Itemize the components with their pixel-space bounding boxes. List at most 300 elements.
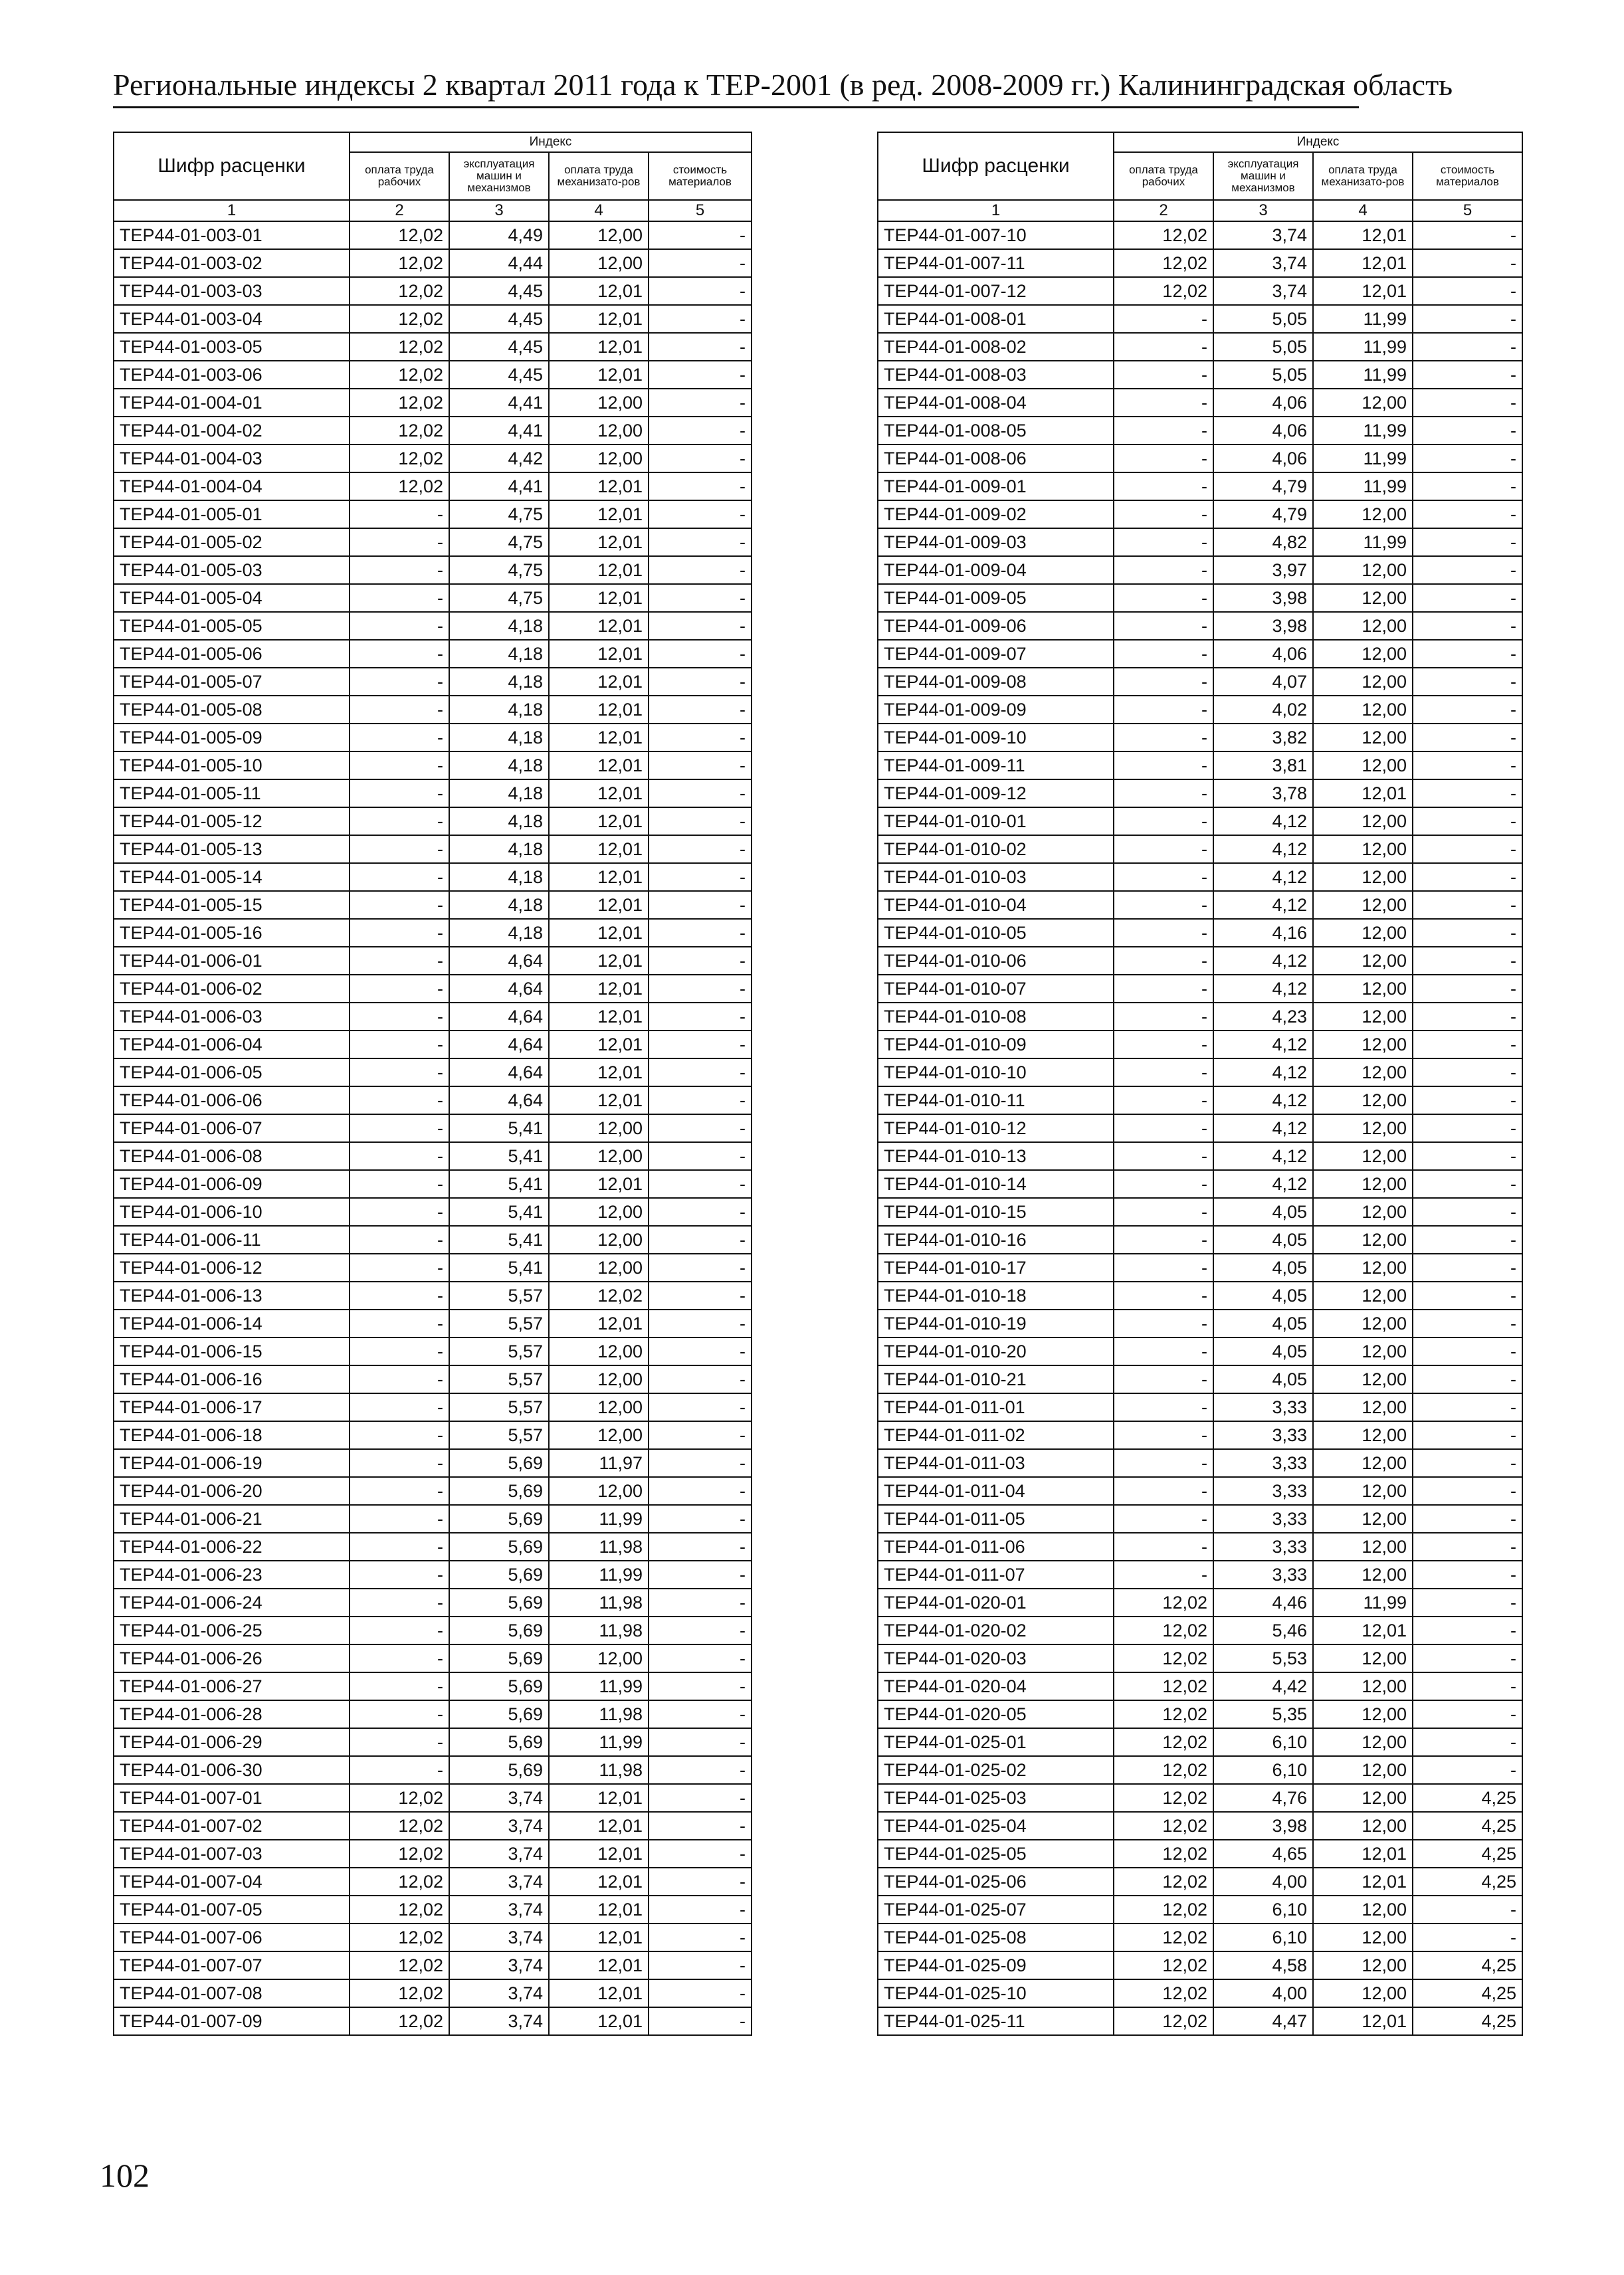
table-row xyxy=(878,1951,1522,1979)
labor-index-cell: - xyxy=(1114,975,1213,1003)
material-index-cell: - xyxy=(1413,891,1522,919)
material-index-cell: - xyxy=(1413,445,1522,472)
material-index-cell: - xyxy=(649,1226,752,1254)
rate-code-cell: ТЕР44-01-010-04 xyxy=(878,891,1114,919)
labor-index-cell: - xyxy=(1114,863,1213,891)
machine-index-cell: 4,05 xyxy=(1213,1198,1313,1226)
labor-index-cell: - xyxy=(1114,612,1213,640)
table-row xyxy=(878,1896,1522,1924)
labor-index-cell: 12,02 xyxy=(350,472,449,500)
operator-index-cell: 12,01 xyxy=(549,305,649,333)
material-index-cell: - xyxy=(1413,1533,1522,1561)
table-row xyxy=(114,1365,752,1393)
labor-index-cell: - xyxy=(1114,389,1213,417)
rate-code-cell: ТЕР44-01-007-06 xyxy=(114,1924,350,1951)
material-index-cell: - xyxy=(649,724,752,751)
index-group-header: Индекс xyxy=(1114,132,1522,152)
machine-index-cell: 4,12 xyxy=(1213,1031,1313,1058)
material-index-cell: - xyxy=(1413,249,1522,277)
labor-index-cell: - xyxy=(350,584,449,612)
operator-index-cell: 12,00 xyxy=(1313,1728,1413,1756)
table-row xyxy=(878,947,1522,975)
machine-index-cell: 3,33 xyxy=(1213,1449,1313,1477)
operator-index-cell: 12,01 xyxy=(549,1896,649,1924)
machine-index-cell: 5,41 xyxy=(449,1198,549,1226)
labor-index-cell: 12,02 xyxy=(350,249,449,277)
rate-code-cell: ТЕР44-01-004-02 xyxy=(114,417,350,445)
operator-index-cell: 12,01 xyxy=(1313,779,1413,807)
rate-code-cell: ТЕР44-01-006-25 xyxy=(114,1617,350,1644)
machine-index-cell: 4,82 xyxy=(1213,528,1313,556)
labor-index-cell: 12,02 xyxy=(350,1979,449,2007)
material-index-cell: - xyxy=(1413,1337,1522,1365)
table-row xyxy=(114,1840,752,1868)
table-row xyxy=(114,1477,752,1505)
operator-index-cell: 11,99 xyxy=(1313,305,1413,333)
machine-index-cell: 4,64 xyxy=(449,1031,549,1058)
table-row xyxy=(114,1644,752,1672)
table-row xyxy=(114,1449,752,1477)
title-underline xyxy=(113,106,1359,108)
machine-index-cell: 5,69 xyxy=(449,1617,549,1644)
table-row xyxy=(878,1924,1522,1951)
operator-index-cell: 12,01 xyxy=(549,1951,649,1979)
labor-index-cell: 12,02 xyxy=(350,221,449,249)
machine-index-cell: 4,05 xyxy=(1213,1226,1313,1254)
labor-index-cell: - xyxy=(350,1337,449,1365)
rate-code-cell: ТЕР44-01-025-01 xyxy=(878,1728,1114,1756)
material-index-cell: 4,25 xyxy=(1413,1784,1522,1812)
machine-index-cell: 3,74 xyxy=(449,1868,549,1896)
rate-code-cell: ТЕР44-01-020-04 xyxy=(878,1672,1114,1700)
rate-code-cell: ТЕР44-01-010-19 xyxy=(878,1310,1114,1337)
labor-index-cell: - xyxy=(1114,1393,1213,1421)
material-index-cell: - xyxy=(1413,668,1522,696)
table-row xyxy=(114,1226,752,1254)
operator-index-cell: 12,00 xyxy=(1313,1003,1413,1031)
material-index-cell: - xyxy=(649,1700,752,1728)
table-row xyxy=(114,445,752,472)
labor-index-cell: - xyxy=(1114,1561,1213,1589)
table-body-left xyxy=(114,221,752,2035)
operator-index-cell: 12,00 xyxy=(1313,612,1413,640)
operator-index-cell: 12,01 xyxy=(1313,221,1413,249)
rate-code-cell: ТЕР44-01-003-01 xyxy=(114,221,350,249)
machine-index-cell: 6,10 xyxy=(1213,1896,1313,1924)
rate-code-cell: ТЕР44-01-025-11 xyxy=(878,2007,1114,2035)
table-row xyxy=(878,221,1522,249)
table-row xyxy=(114,1924,752,1951)
labor-index-cell: - xyxy=(350,1617,449,1644)
table-row xyxy=(878,1393,1522,1421)
machine-index-cell: 3,74 xyxy=(449,2007,549,2035)
machine-index-cell: 4,76 xyxy=(1213,1784,1313,1812)
rate-code-cell: ТЕР44-01-006-29 xyxy=(114,1728,350,1756)
table-row xyxy=(878,919,1522,947)
rate-code-cell: ТЕР44-01-020-02 xyxy=(878,1617,1114,1644)
table-row xyxy=(114,2007,752,2035)
rate-code-cell: ТЕР44-01-005-09 xyxy=(114,724,350,751)
machine-index-cell: 5,69 xyxy=(449,1449,549,1477)
rate-code-cell: ТЕР44-01-025-04 xyxy=(878,1812,1114,1840)
table-row xyxy=(114,1672,752,1700)
machine-index-cell: 4,06 xyxy=(1213,640,1313,668)
operator-index-cell: 12,01 xyxy=(549,277,649,305)
machine-index-cell: 6,10 xyxy=(1213,1924,1313,1951)
labor-index-cell: - xyxy=(1114,1226,1213,1254)
material-index-cell: - xyxy=(649,751,752,779)
rate-code-cell: ТЕР44-01-006-18 xyxy=(114,1421,350,1449)
table-row xyxy=(114,1031,752,1058)
material-index-cell: - xyxy=(649,612,752,640)
operator-index-cell: 11,98 xyxy=(549,1589,649,1617)
labor-index-cell: - xyxy=(1114,1142,1213,1170)
rate-code-cell: ТЕР44-01-005-12 xyxy=(114,807,350,835)
table-row xyxy=(878,612,1522,640)
machine-index-cell: 4,12 xyxy=(1213,1170,1313,1198)
table-row xyxy=(114,919,752,947)
operator-index-cell: 12,00 xyxy=(1313,807,1413,835)
machine-index-cell: 5,69 xyxy=(449,1672,549,1700)
operator-index-cell: 12,01 xyxy=(549,1170,649,1198)
machine-index-cell: 3,78 xyxy=(1213,779,1313,807)
labor-index-cell: - xyxy=(350,1031,449,1058)
table-row xyxy=(114,361,752,389)
table-row xyxy=(878,696,1522,724)
material-index-cell: - xyxy=(1413,277,1522,305)
rate-code-cell: ТЕР44-01-011-02 xyxy=(878,1421,1114,1449)
labor-index-cell: 12,02 xyxy=(1114,1896,1213,1924)
operator-index-cell: 12,01 xyxy=(549,472,649,500)
machine-index-cell: 5,69 xyxy=(449,1561,549,1589)
operator-index-cell: 12,01 xyxy=(549,584,649,612)
operator-index-cell: 11,97 xyxy=(549,1449,649,1477)
operator-index-cell: 12,01 xyxy=(549,1003,649,1031)
table-row xyxy=(114,472,752,500)
rate-code-cell: ТЕР44-01-007-02 xyxy=(114,1812,350,1840)
material-index-cell: - xyxy=(1413,1924,1522,1951)
operator-index-cell: 12,01 xyxy=(549,556,649,584)
rate-code-cell: ТЕР44-01-010-03 xyxy=(878,863,1114,891)
labor-index-cell: - xyxy=(1114,807,1213,835)
material-index-cell: - xyxy=(649,556,752,584)
material-index-cell: - xyxy=(1413,1672,1522,1700)
rate-code-cell: ТЕР44-01-005-03 xyxy=(114,556,350,584)
operator-index-cell: 11,99 xyxy=(549,1672,649,1700)
table-row xyxy=(878,305,1522,333)
column-header-operators: оплата труда механизато-ров xyxy=(1313,152,1413,200)
material-index-cell: - xyxy=(1413,696,1522,724)
rate-code-cell: ТЕР44-01-011-07 xyxy=(878,1561,1114,1589)
material-index-cell: - xyxy=(649,221,752,249)
operator-index-cell: 12,00 xyxy=(549,1254,649,1282)
operator-index-cell: 11,99 xyxy=(1313,333,1413,361)
table-row xyxy=(878,1254,1522,1282)
machine-index-cell: 4,12 xyxy=(1213,1086,1313,1114)
operator-index-cell: 12,00 xyxy=(1313,1784,1413,1812)
machine-index-cell: 4,06 xyxy=(1213,445,1313,472)
material-index-cell: - xyxy=(1413,1505,1522,1533)
labor-index-cell: - xyxy=(350,807,449,835)
operator-index-cell: 12,00 xyxy=(1313,751,1413,779)
rate-code-cell: ТЕР44-01-008-05 xyxy=(878,417,1114,445)
material-index-cell: - xyxy=(1413,640,1522,668)
rate-code-cell: ТЕР44-01-025-07 xyxy=(878,1896,1114,1924)
operator-index-cell: 12,01 xyxy=(1313,2007,1413,2035)
operator-index-cell: 12,01 xyxy=(549,1840,649,1868)
labor-index-cell: - xyxy=(1114,584,1213,612)
operator-index-cell: 12,00 xyxy=(1313,556,1413,584)
machine-index-cell: 4,18 xyxy=(449,696,549,724)
material-index-cell: - xyxy=(649,975,752,1003)
material-index-cell: - xyxy=(649,1421,752,1449)
labor-index-cell: 12,02 xyxy=(350,1840,449,1868)
material-index-cell: - xyxy=(1413,975,1522,1003)
operator-index-cell: 12,00 xyxy=(1313,1700,1413,1728)
table-row xyxy=(114,779,752,807)
rate-code-cell: ТЕР44-01-025-05 xyxy=(878,1840,1114,1868)
operator-index-cell: 12,00 xyxy=(1313,1477,1413,1505)
labor-index-cell: - xyxy=(350,1365,449,1393)
operator-index-cell: 11,99 xyxy=(1313,445,1413,472)
material-index-cell: - xyxy=(649,1896,752,1924)
table-row xyxy=(114,1505,752,1533)
table-row xyxy=(114,1337,752,1365)
rate-code-cell: ТЕР44-01-005-15 xyxy=(114,891,350,919)
rate-code-cell: ТЕР44-01-010-14 xyxy=(878,1170,1114,1198)
labor-index-cell: - xyxy=(1114,1170,1213,1198)
labor-index-cell: - xyxy=(350,696,449,724)
operator-index-cell: 12,01 xyxy=(549,863,649,891)
material-index-cell: - xyxy=(649,1170,752,1198)
rate-code-cell: ТЕР44-01-006-16 xyxy=(114,1365,350,1393)
operator-index-cell: 11,99 xyxy=(549,1505,649,1533)
operator-index-cell: 12,00 xyxy=(1313,1254,1413,1282)
table-row xyxy=(114,947,752,975)
material-index-cell: - xyxy=(649,1477,752,1505)
material-index-cell: - xyxy=(649,947,752,975)
machine-index-cell: 4,45 xyxy=(449,277,549,305)
labor-index-cell: - xyxy=(350,556,449,584)
table-row xyxy=(878,445,1522,472)
machine-index-cell: 4,42 xyxy=(449,445,549,472)
rate-code-cell: ТЕР44-01-010-18 xyxy=(878,1282,1114,1310)
material-index-cell: - xyxy=(1413,472,1522,500)
rate-code-cell: ТЕР44-01-006-06 xyxy=(114,1086,350,1114)
page-title: Региональные индексы 2 квартал 2011 года к ТЕР-2001 (в ред. 2008-2009 гг.) Калининградская область xyxy=(113,68,1453,102)
material-index-cell: - xyxy=(1413,389,1522,417)
rate-code-cell: ТЕР44-01-003-05 xyxy=(114,333,350,361)
operator-index-cell: 12,00 xyxy=(1313,835,1413,863)
rate-code-cell: ТЕР44-01-009-05 xyxy=(878,584,1114,612)
machine-index-cell: 4,41 xyxy=(449,389,549,417)
labor-index-cell: - xyxy=(350,1561,449,1589)
table-row xyxy=(878,779,1522,807)
labor-index-cell: 12,02 xyxy=(350,1951,449,1979)
table-row xyxy=(878,333,1522,361)
table-row xyxy=(878,1031,1522,1058)
material-index-cell: - xyxy=(649,1282,752,1310)
operator-index-cell: 12,00 xyxy=(549,417,649,445)
operator-index-cell: 12,01 xyxy=(549,919,649,947)
machine-index-cell: 6,10 xyxy=(1213,1728,1313,1756)
operator-index-cell: 12,01 xyxy=(549,1058,649,1086)
material-index-cell: - xyxy=(1413,1198,1522,1226)
rate-code-cell: ТЕР44-01-006-15 xyxy=(114,1337,350,1365)
machine-index-cell: 4,00 xyxy=(1213,1979,1313,2007)
operator-index-cell: 12,00 xyxy=(549,1393,649,1421)
rate-code-cell: ТЕР44-01-003-02 xyxy=(114,249,350,277)
machine-index-cell: 5,41 xyxy=(449,1170,549,1198)
operator-index-cell: 12,01 xyxy=(549,947,649,975)
material-index-cell: - xyxy=(649,277,752,305)
labor-index-cell: - xyxy=(1114,556,1213,584)
rate-code-cell: ТЕР44-01-010-02 xyxy=(878,835,1114,863)
material-index-cell: - xyxy=(649,249,752,277)
table-row xyxy=(114,1979,752,2007)
operator-index-cell: 12,00 xyxy=(1313,1951,1413,1979)
rate-code-cell: ТЕР44-01-006-01 xyxy=(114,947,350,975)
labor-index-cell: - xyxy=(1114,528,1213,556)
rate-code-cell: ТЕР44-01-008-02 xyxy=(878,333,1114,361)
labor-index-cell: - xyxy=(1114,1198,1213,1226)
labor-index-cell: - xyxy=(350,1589,449,1617)
labor-index-cell: - xyxy=(1114,1058,1213,1086)
labor-index-cell: - xyxy=(350,1728,449,1756)
labor-index-cell: - xyxy=(1114,305,1213,333)
column-header-machines: эксплуатация машин и механизмов xyxy=(449,152,549,200)
labor-index-cell: - xyxy=(350,947,449,975)
operator-index-cell: 12,00 xyxy=(1313,1198,1413,1226)
rate-code-cell: ТЕР44-01-009-02 xyxy=(878,500,1114,528)
table-row xyxy=(114,696,752,724)
operator-index-cell: 12,00 xyxy=(1313,1226,1413,1254)
machine-index-cell: 5,41 xyxy=(449,1254,549,1282)
labor-index-cell: 12,02 xyxy=(1114,1812,1213,1840)
machine-index-cell: 5,69 xyxy=(449,1644,549,1672)
labor-index-cell: - xyxy=(350,1254,449,1282)
operator-index-cell: 12,01 xyxy=(549,1924,649,1951)
table-row xyxy=(878,584,1522,612)
operator-index-cell: 12,00 xyxy=(1313,1031,1413,1058)
table-row xyxy=(114,1896,752,1924)
table-row xyxy=(114,807,752,835)
labor-index-cell: - xyxy=(350,1226,449,1254)
material-index-cell: - xyxy=(649,417,752,445)
material-index-cell: - xyxy=(649,500,752,528)
rate-code-cell: ТЕР44-01-007-04 xyxy=(114,1868,350,1896)
labor-index-cell: 12,02 xyxy=(1114,1700,1213,1728)
labor-index-cell: - xyxy=(1114,751,1213,779)
machine-index-cell: 3,74 xyxy=(449,1979,549,2007)
column-number: 4 xyxy=(1313,200,1413,221)
operator-index-cell: 12,00 xyxy=(1313,863,1413,891)
labor-index-cell: - xyxy=(350,1393,449,1421)
operator-index-cell: 12,01 xyxy=(549,779,649,807)
table-row xyxy=(114,1784,752,1812)
operator-index-cell: 12,00 xyxy=(549,1644,649,1672)
machine-index-cell: 4,12 xyxy=(1213,1114,1313,1142)
table-row xyxy=(114,1003,752,1031)
machine-index-cell: 5,57 xyxy=(449,1365,549,1393)
rate-code-cell: ТЕР44-01-010-17 xyxy=(878,1254,1114,1282)
rate-code-cell: ТЕР44-01-009-07 xyxy=(878,640,1114,668)
labor-index-cell: 12,02 xyxy=(350,445,449,472)
machine-index-cell: 3,81 xyxy=(1213,751,1313,779)
operator-index-cell: 12,00 xyxy=(549,1365,649,1393)
labor-index-cell: - xyxy=(350,1505,449,1533)
table-row xyxy=(114,500,752,528)
machine-index-cell: 5,41 xyxy=(449,1226,549,1254)
operator-index-cell: 12,00 xyxy=(1313,1505,1413,1533)
rate-code-cell: ТЕР44-01-007-05 xyxy=(114,1896,350,1924)
rate-code-cell: ТЕР44-01-025-10 xyxy=(878,1979,1114,2007)
column-number: 3 xyxy=(1213,200,1313,221)
operator-index-cell: 12,00 xyxy=(549,221,649,249)
table-row xyxy=(114,1617,752,1644)
operator-index-cell: 12,01 xyxy=(549,724,649,751)
operator-index-cell: 12,00 xyxy=(1313,1365,1413,1393)
table-row xyxy=(114,751,752,779)
machine-index-cell: 4,12 xyxy=(1213,1058,1313,1086)
material-index-cell: - xyxy=(1413,528,1522,556)
machine-index-cell: 3,33 xyxy=(1213,1477,1313,1505)
column-header-machines: эксплуатация машин и механизмов xyxy=(1213,152,1313,200)
operator-index-cell: 11,99 xyxy=(1313,472,1413,500)
table-row xyxy=(114,668,752,696)
material-index-cell: - xyxy=(1413,1114,1522,1142)
table-row xyxy=(878,1226,1522,1254)
material-index-cell: - xyxy=(649,1868,752,1896)
machine-index-cell: 3,74 xyxy=(449,1951,549,1979)
machine-index-cell: 5,53 xyxy=(1213,1644,1313,1672)
material-index-cell: - xyxy=(1413,1086,1522,1114)
rate-code-cell: ТЕР44-01-003-04 xyxy=(114,305,350,333)
machine-index-cell: 3,33 xyxy=(1213,1533,1313,1561)
operator-index-cell: 12,00 xyxy=(1313,1058,1413,1086)
labor-index-cell: - xyxy=(1114,1505,1213,1533)
material-index-cell: - xyxy=(1413,1449,1522,1477)
operator-index-cell: 12,00 xyxy=(549,1142,649,1170)
rate-code-cell: ТЕР44-01-006-20 xyxy=(114,1477,350,1505)
rate-code-cell: ТЕР44-01-009-03 xyxy=(878,528,1114,556)
labor-index-cell: - xyxy=(1114,472,1213,500)
labor-index-cell: - xyxy=(1114,361,1213,389)
material-index-cell: - xyxy=(1413,751,1522,779)
material-index-cell: - xyxy=(649,640,752,668)
operator-index-cell: 12,01 xyxy=(549,891,649,919)
table-row xyxy=(878,1812,1522,1840)
operator-index-cell: 12,00 xyxy=(1313,1756,1413,1784)
operator-index-cell: 12,00 xyxy=(1313,1449,1413,1477)
labor-index-cell: - xyxy=(350,668,449,696)
table-row xyxy=(878,1979,1522,2007)
machine-index-cell: 3,74 xyxy=(1213,277,1313,305)
table-body-right xyxy=(878,221,1522,2035)
rate-code-cell: ТЕР44-01-009-01 xyxy=(878,472,1114,500)
rate-code-cell: ТЕР44-01-005-16 xyxy=(114,919,350,947)
machine-index-cell: 3,33 xyxy=(1213,1505,1313,1533)
rate-code-cell: ТЕР44-01-005-08 xyxy=(114,696,350,724)
material-index-cell: - xyxy=(1413,724,1522,751)
labor-index-cell: - xyxy=(350,863,449,891)
rate-code-cell: ТЕР44-01-005-05 xyxy=(114,612,350,640)
operator-index-cell: 12,00 xyxy=(1313,584,1413,612)
operator-index-cell: 12,00 xyxy=(549,1114,649,1142)
rate-code-cell: ТЕР44-01-004-03 xyxy=(114,445,350,472)
labor-index-cell: - xyxy=(1114,1254,1213,1282)
index-table-left xyxy=(113,132,752,2036)
